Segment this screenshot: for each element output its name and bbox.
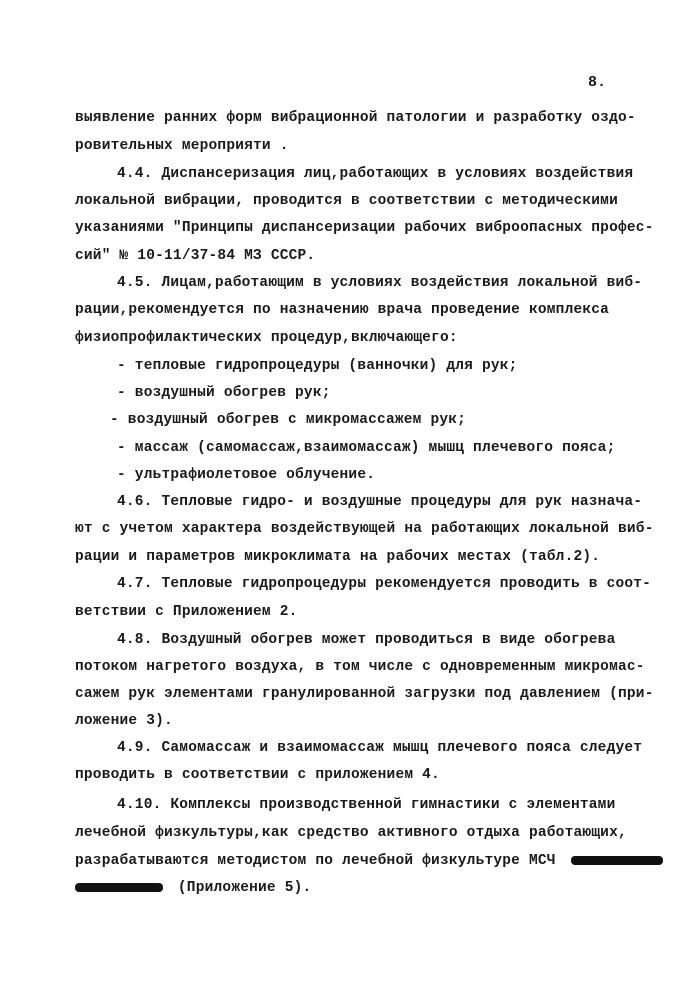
text-line: ветствии с Приложением 2. [75,604,298,620]
text-line: ровительных мероприяти . [75,138,289,154]
redaction-mark [75,883,163,892]
text-line-with-redaction [75,880,311,896]
text-line: указаниями "Принципы диспансеризации рабочих виброопасных профес- [75,220,654,236]
redaction-mark [571,856,663,865]
list-item: - массаж (самомассаж,взаимомассаж) мышц плечевого пояса; [117,440,616,456]
list-item: - воздушный обогрев с микромассажем рук; [110,412,467,428]
text-line: физиопрофилактических процедур,включающего: [75,330,458,346]
list-item: - воздушный обогрев рук; [117,385,331,401]
paragraph-4-5-first-line: 4.5. Лицам,работающим в условиях воздействия локальной виб- [117,275,643,291]
text-fragment: (Приложение 5). [177,880,312,896]
text-line-with-redaction [75,853,663,869]
text-line: локальной вибрации, проводится в соответствии с методическими [75,193,618,209]
paragraph-4-4-first-line: 4.4. Диспансеризация лиц,работающих в условиях воздействия [117,166,634,182]
paragraph-4-10-first-line: 4.10. Комплексы производственной гимнастики с элементами [117,797,616,813]
text-line: проводить в соответствии с приложением 4. [75,767,440,783]
paragraph-4-9-first-line: 4.9. Самомассаж и взаимомассаж мышц плечевого пояса следует [117,740,643,756]
paragraph-4-8-first-line: 4.8. Воздушный обогрев может проводиться в виде обогрева [117,632,616,648]
text-line: ют с учетом характера воздействующей на работающих локальной виб- [75,521,654,537]
text-line: ложение 3). [75,713,173,729]
text-line: сий" № 10-11/37-84 МЗ СССР. [75,248,316,264]
text-line: потоком нагретого воздуха, в том числе с одновременным микромас- [75,659,645,675]
page-number: 8. [588,74,607,91]
text-line: лечебной физкультуры,как средство активного отдыха работающих, [75,825,627,841]
text-fragment: разрабатываются методистом по лечебной физкультуре МСЧ [75,853,556,869]
text-line: сажем рук элементами гранулированной загрузки под давлением (при- [75,686,654,702]
list-item: - тепловые гидропроцедуры (ванночки) для рук; [117,358,518,374]
paragraph-4-7-first-line: 4.7. Тепловые гидропроцедуры рекомендуется проводить в соот- [117,576,652,592]
text-line: выявление ранних форм вибрационной патологии и разработку оздо- [75,110,636,126]
text-line: рации,рекомендуется по назначению врача проведение комплекса [75,302,610,318]
list-item: - ультрафиолетовое облучение. [117,467,376,483]
paragraph-4-6-first-line: 4.6. Тепловые гидро- и воздушные процедуры для рук назнача- [117,494,643,510]
text-line: рации и параметров микроклимата на рабочих местах (табл.2). [75,549,601,565]
